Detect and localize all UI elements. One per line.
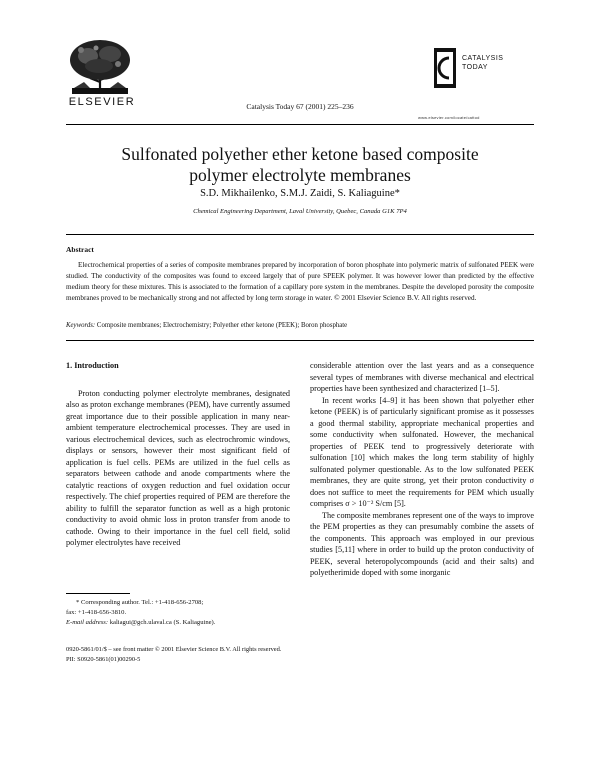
footnote-rule <box>66 593 130 594</box>
keywords <box>66 322 534 329</box>
abstract-heading: Abstract <box>66 245 94 254</box>
right-column <box>310 360 534 579</box>
keywords-label: Keywords: <box>66 322 96 329</box>
publisher-logo-tree-icon <box>66 38 134 96</box>
footnote-email-line <box>66 618 290 628</box>
article-title-line2: polymer electrolyte membranes <box>189 165 411 185</box>
abstract-top-rule <box>66 234 534 235</box>
left-column <box>66 360 290 549</box>
journal-title <box>462 54 503 72</box>
article-title-line1: Sulfonated polyether ether ketone based composite <box>121 144 479 164</box>
body-paragraph: considerable attention over the last years and as a consequence several types of membranes with diverse mechanical and electrical properties have been synthesized and characterized [1–5]. <box>310 361 534 393</box>
front-matter <box>66 645 281 665</box>
journal-url: www.elsevier.com/locate/cattod <box>418 115 480 120</box>
issn-line: 0920-5861/01/$ – see front matter © 2001 Elsevier Science B.V. All rights reserved. <box>66 646 282 653</box>
footnote-line: fax: +1-418-656-3810. <box>66 609 127 616</box>
pii-line: PII: S0920-5861(01)00290-5 <box>66 656 141 663</box>
authors: S.D. Mikhailenko, S.M.J. Zaidi, S. Kaliaguine* <box>200 188 400 199</box>
body-paragraph: The composite membranes represent one of the ways to improve the PEM properties as they can presumably combine the assets of the components. This approach was employed in our previous studies [5,11] where in order to build up the proton conductivity of PEEK, several heteropolycompounds (acid and their salts) and polyetherimide doped with some inorganic <box>310 510 534 577</box>
header-rule <box>66 124 534 125</box>
journal-cover-icon <box>434 48 456 88</box>
journal-title-line1: CATALYSIS <box>462 55 504 62</box>
abstract-text: Electrochemical properties of a series of composite membranes prepared by incorporation of boron phosphate into polymeric matrix of sulfonated PEEK were studied. The conductivity of the composites was found to exceed largely that of pure SPEEK polymer. It was however lower than predicted by the effective medium theory for these mixtures. This is associated to the formation of a capillary pore system in the membranes. Despite the developed porosity the composite membranes proved to be mechanically strong and not affected by long term storage in water. © 2001 Elsevier Science B.V. All rights reserved. <box>66 261 534 302</box>
body-paragraph: Proton conducting polymer electrolyte membranes, designated also as proton exchange membranes (PEM), have currently assumed great importance due to their possible application in many near-ambient temperature electrochemical processes. They are used in various electrochemical devices, such as electrochromic windows, displays or sensors, however their most significant field of application is fuel cells. PEMs are utilized in the fuel cells as separators between cathode and anode compartments where the catalytic reactions of oxygen reduction and fuel oxidation occur respectively. The chief properties required of PEM are therefore the ability to fulfill the separator function as well as a high protonic conductivity to avoid ohmic loss in proton transfer from anode to cathode. Owing to their importance in the fuel cell field, solid polymer electrolytes have received <box>66 388 290 547</box>
keywords-list: Composite membranes; Electrochemistry; Polyether ether ketone (PEEK); Boron phosphate <box>96 322 348 329</box>
body-paragraph: In recent works [4–9] it has been shown that polyether ether ketone (PEEK) is of particularly significant promise as it possesses a good thermal stability, appropriate mechanical properties and some conductivity when sulfonated. However, the mechanical properties of PEEK tend to progressively deteriorate with sulfonation [10] which makes the long term stability of highly sulfonated polymer questionable. As to the low sulfonated PEEK membranes, they are quite strong, yet their proton conductivity σ does not suffice to meet the requirements for PEM which usually comprises σ > 10⁻² S/cm [5]. <box>310 395 534 508</box>
affiliation: Chemical Engineering Department, Laval University, Quebec, Canada G1K 7P4 <box>193 208 407 215</box>
publisher-name: ELSEVIER <box>68 96 136 108</box>
abstract-bottom-rule <box>66 340 534 341</box>
journal-title-line2: TODAY <box>462 64 488 71</box>
journal-citation: Catalysis Today 67 (2001) 225–236 <box>246 102 354 111</box>
article-title <box>66 144 534 186</box>
email-address: kaliagui@gch.ulaval.ca (S. Kaliaguine). <box>109 619 216 626</box>
section-heading-introduction: 1. Introduction <box>66 361 119 370</box>
footnote-line: * Corresponding author. Tel.: +1-418-656-2708; <box>76 599 204 606</box>
footnote <box>66 598 290 628</box>
email-label: E-mail address: <box>66 619 109 626</box>
